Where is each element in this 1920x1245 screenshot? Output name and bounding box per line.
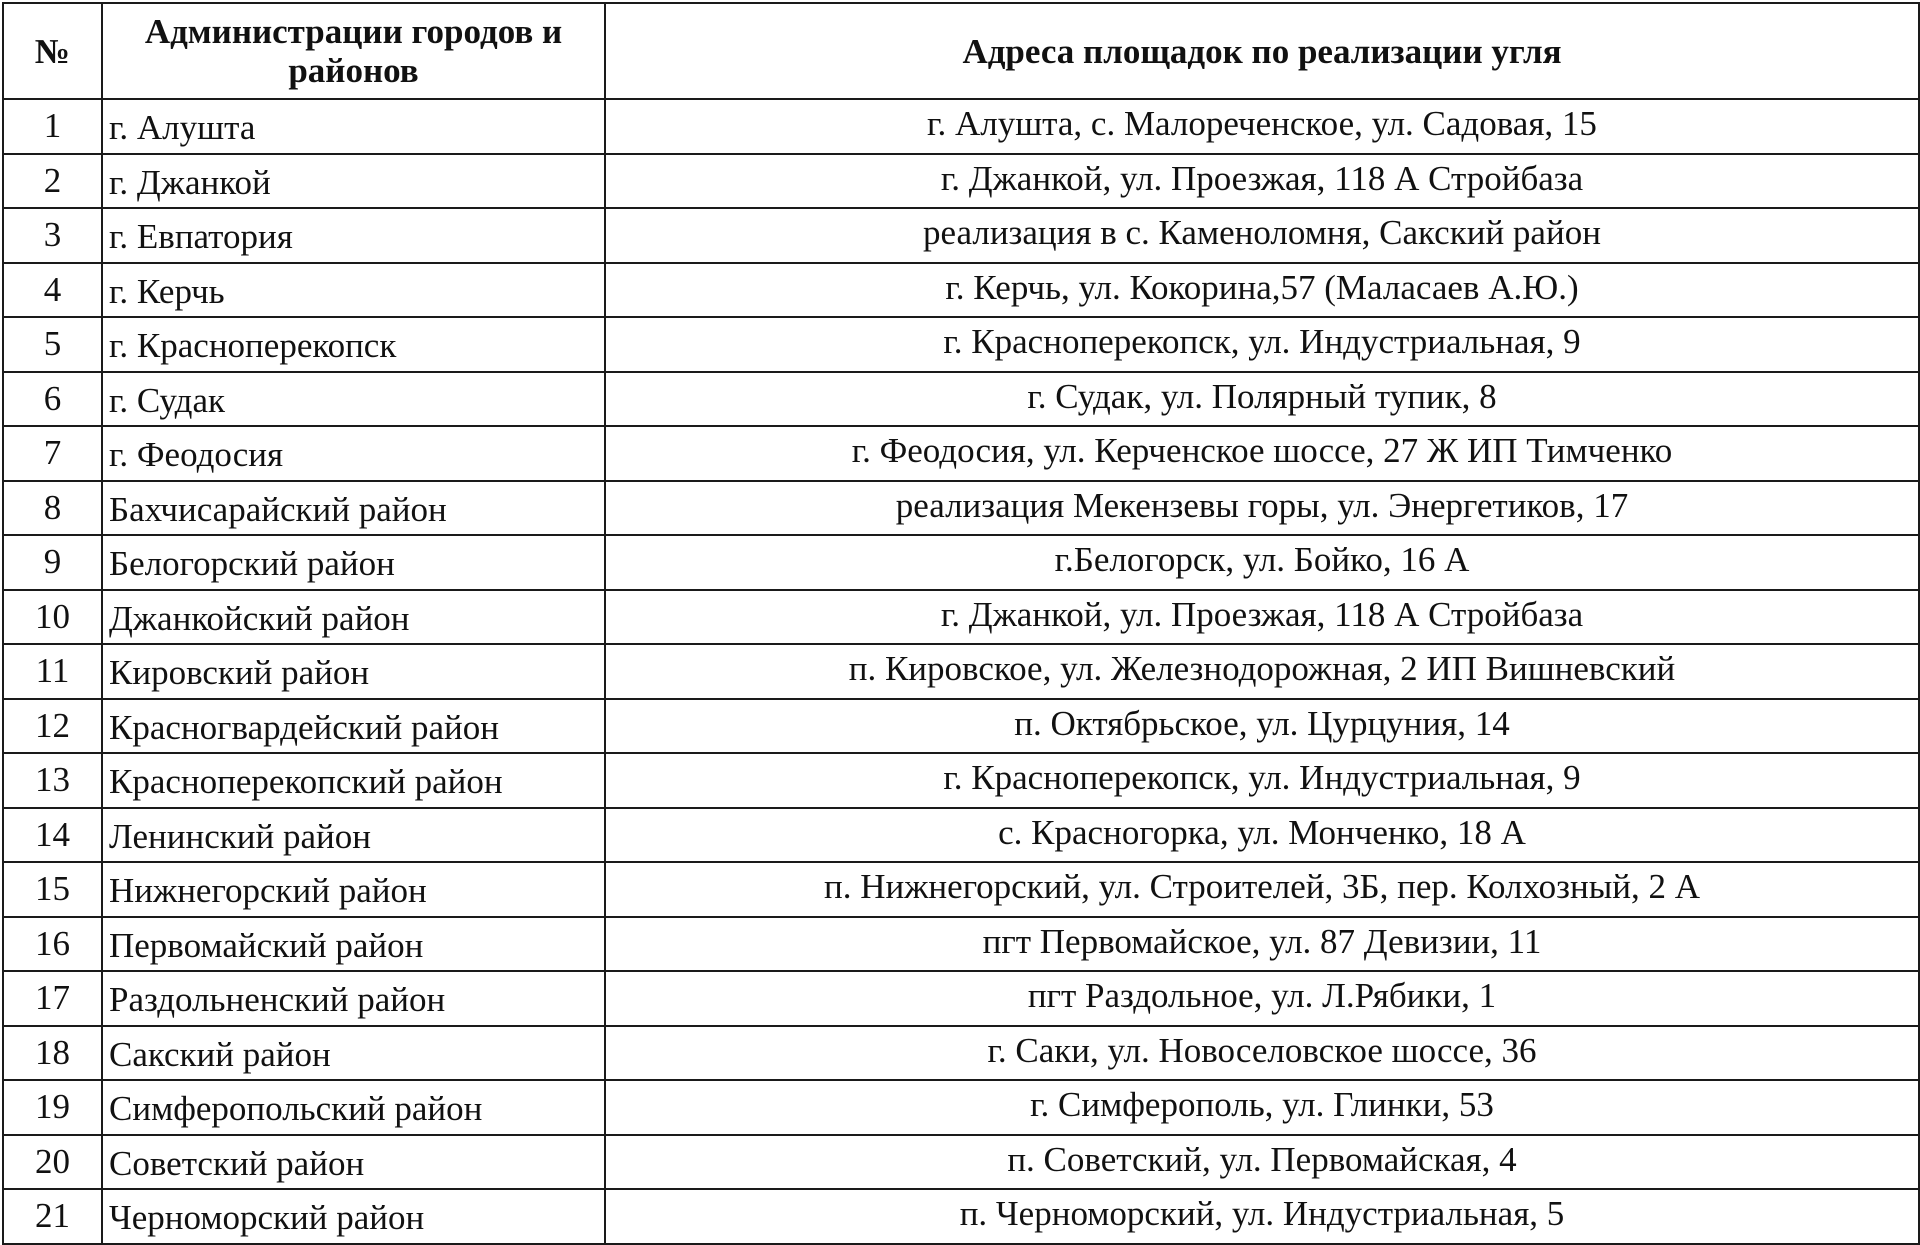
header-address: Адреса площадок по реализации угля xyxy=(605,3,1919,99)
table-header xyxy=(3,3,1919,99)
row-administration: Сакский район xyxy=(102,1026,605,1081)
row-administration: г. Красноперекопск xyxy=(102,317,605,372)
coal-sales-sites-table xyxy=(2,2,1920,1245)
table-row xyxy=(3,1080,1919,1135)
row-address: г. Красноперекопск, ул. Индустриальная, 9 xyxy=(605,753,1919,808)
table-row xyxy=(3,862,1919,917)
table-row xyxy=(3,317,1919,372)
row-administration: Советский район xyxy=(102,1135,605,1190)
table-row xyxy=(3,535,1919,590)
row-number: 5 xyxy=(3,317,102,372)
row-number: 6 xyxy=(3,372,102,427)
row-address: п. Октябрьское, ул. Цурцуния, 14 xyxy=(605,699,1919,754)
row-number: 3 xyxy=(3,208,102,263)
row-number: 7 xyxy=(3,426,102,481)
row-number: 4 xyxy=(3,263,102,318)
row-administration: Черноморский район xyxy=(102,1189,605,1244)
row-address: г. Феодосия, ул. Керченское шоссе, 27 Ж ИП Тимченко xyxy=(605,426,1919,481)
row-number: 9 xyxy=(3,535,102,590)
row-number: 11 xyxy=(3,644,102,699)
table-row xyxy=(3,917,1919,972)
header-row xyxy=(3,3,1919,99)
row-number: 20 xyxy=(3,1135,102,1190)
table-row xyxy=(3,426,1919,481)
table-row xyxy=(3,971,1919,1026)
table-row xyxy=(3,1189,1919,1244)
table-row xyxy=(3,590,1919,645)
row-number: 16 xyxy=(3,917,102,972)
row-administration: Симферопольский район xyxy=(102,1080,605,1135)
row-number: 14 xyxy=(3,808,102,863)
table-row xyxy=(3,208,1919,263)
row-number: 15 xyxy=(3,862,102,917)
row-administration: г. Судак xyxy=(102,372,605,427)
row-address: реализация Мекензевы горы, ул. Энергетиков, 17 xyxy=(605,481,1919,536)
table-row xyxy=(3,263,1919,318)
row-administration: г. Джанкой xyxy=(102,154,605,209)
row-administration: Бахчисарайский район xyxy=(102,481,605,536)
row-address: с. Красногорка, ул. Монченко, 18 А xyxy=(605,808,1919,863)
row-address: г. Джанкой, ул. Проезжая, 118 А Стройбаза xyxy=(605,590,1919,645)
table-body xyxy=(3,99,1919,1244)
row-administration: Красногвардейский район xyxy=(102,699,605,754)
table-row xyxy=(3,808,1919,863)
row-address: пгт Первомайское, ул. 87 Девизии, 11 xyxy=(605,917,1919,972)
row-number: 13 xyxy=(3,753,102,808)
row-administration: г. Евпатория xyxy=(102,208,605,263)
row-address: п. Черноморский, ул. Индустриальная, 5 xyxy=(605,1189,1919,1244)
row-address: г. Саки, ул. Новоселовское шоссе, 36 xyxy=(605,1026,1919,1081)
table-row xyxy=(3,481,1919,536)
row-address: п. Кировское, ул. Железнодорожная, 2 ИП Вишневский xyxy=(605,644,1919,699)
row-administration: Кировский район xyxy=(102,644,605,699)
row-address: п. Нижнегорский, ул. Строителей, 3Б, пер. Колхозный, 2 А xyxy=(605,862,1919,917)
row-number: 1 xyxy=(3,99,102,154)
row-administration: Нижнегорский район xyxy=(102,862,605,917)
table-row xyxy=(3,1135,1919,1190)
row-number: 2 xyxy=(3,154,102,209)
row-number: 18 xyxy=(3,1026,102,1081)
table-row xyxy=(3,372,1919,427)
row-administration: г. Алушта xyxy=(102,99,605,154)
row-number: 19 xyxy=(3,1080,102,1135)
row-address: г. Керчь, ул. Кокорина,57 (Маласаев А.Ю.) xyxy=(605,263,1919,318)
row-address: реализация в с. Каменоломня, Сакский район xyxy=(605,208,1919,263)
row-administration: Раздольненский район xyxy=(102,971,605,1026)
row-number: 17 xyxy=(3,971,102,1026)
table-row xyxy=(3,753,1919,808)
row-administration: Первомайский район xyxy=(102,917,605,972)
row-administration: Ленинский район xyxy=(102,808,605,863)
row-address: г. Алушта, с. Малореченское, ул. Садовая, 15 xyxy=(605,99,1919,154)
table-row xyxy=(3,644,1919,699)
row-address: п. Советский, ул. Первомайская, 4 xyxy=(605,1135,1919,1190)
row-address: г. Симферополь, ул. Глинки, 53 xyxy=(605,1080,1919,1135)
row-address: г.Белогорск, ул. Бойко, 16 А xyxy=(605,535,1919,590)
row-number: 10 xyxy=(3,590,102,645)
row-number: 8 xyxy=(3,481,102,536)
row-address: пгт Раздольное, ул. Л.Рябики, 1 xyxy=(605,971,1919,1026)
row-number: 12 xyxy=(3,699,102,754)
row-address: г. Красноперекопск, ул. Индустриальная, 9 xyxy=(605,317,1919,372)
row-address: г. Судак, ул. Полярный тупик, 8 xyxy=(605,372,1919,427)
table-row xyxy=(3,699,1919,754)
row-administration: г. Феодосия xyxy=(102,426,605,481)
row-number: 21 xyxy=(3,1189,102,1244)
table-row xyxy=(3,154,1919,209)
header-number: № xyxy=(3,3,102,99)
row-administration: Белогорский район xyxy=(102,535,605,590)
row-administration: г. Керчь xyxy=(102,263,605,318)
row-address: г. Джанкой, ул. Проезжая, 118 А Стройбаза xyxy=(605,154,1919,209)
row-administration: Красноперекопский район xyxy=(102,753,605,808)
header-administration: Администрации городов и районов xyxy=(102,3,605,99)
table-row xyxy=(3,1026,1919,1081)
table-row xyxy=(3,99,1919,154)
row-administration: Джанкойский район xyxy=(102,590,605,645)
